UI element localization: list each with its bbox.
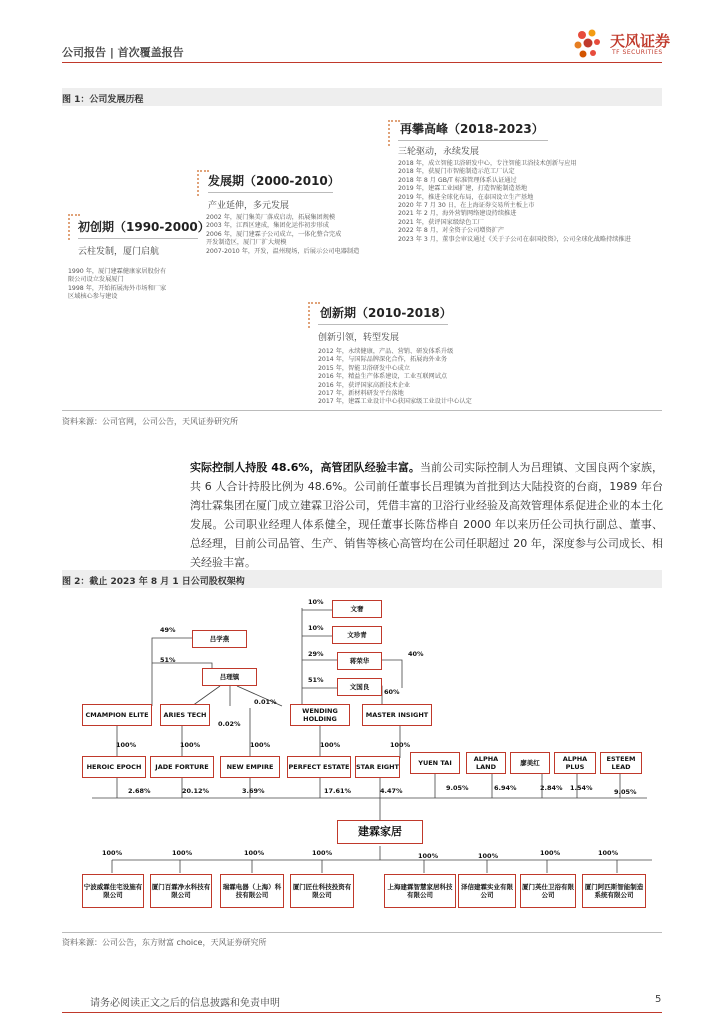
event: 2017 年，建霖工业设计中心获国家级工业设计中心认定 [318, 398, 472, 406]
body-lead: 实际控制人持股 48.6%，高管团队经验丰富。 [190, 461, 420, 474]
subsidiary: 宁波威霖住宅设施有限公司 [82, 874, 144, 908]
subsidiary: 厦门匠仕科技投资有限公司 [290, 874, 354, 908]
brand-name-en: TF SECURITIES [612, 49, 663, 56]
figure2-source: 资料来源：公司公告，东方财富 choice，天风证券研究所 [62, 938, 267, 947]
event: 2007-2010 年，开发，温州现场，后展示公司电器制造 [206, 247, 360, 255]
direct-shareholder: NEW EMPIRE [220, 756, 280, 778]
shareholder-person: 文国良 [337, 678, 382, 696]
phase2-events [206, 214, 366, 256]
event: 1990 年，厦门建霖健康家居股份有 [68, 268, 167, 275]
event: 2012 年，永续健康，产品、营销、研发体系升级 [318, 348, 454, 355]
figure2-title: 图 2：截止 2023 年 8 月 1 日公司股权架构 [62, 577, 245, 587]
phase3-bracket [388, 120, 400, 146]
phase3-subtitle: 三轮驱动，永续发展 [398, 147, 480, 157]
event: 区域核心参与建设 [68, 293, 118, 301]
page-number: 5 [655, 994, 662, 1005]
figure1-title: 图 1：公司发展历程 [62, 95, 144, 105]
pct-label: 100% [102, 849, 123, 857]
pct-label: 10% [308, 624, 324, 632]
event: 2023 年 3 月，董事会审议通过《关于子公司在泰国投资》，公司全球化战略持续推进 [398, 235, 631, 243]
event: 2002 年，厦门集美厂落成启动，拓展集团规模 [206, 214, 336, 221]
shareholder-person: 吕理镇 [202, 668, 257, 686]
event: 2020 年 7 月 30 日，在上海证券交易所主板上市 [398, 202, 535, 210]
holding-company: CMAMPION ELITE [82, 704, 152, 726]
event: 2018 年，成立智能卫浴研发中心，专注智能卫浴技术创新与应用 [398, 160, 577, 167]
event: 2018 年 8 月 GB/T 标准管理体系认证通过 [398, 176, 517, 184]
phase4-subtitle: 创新引领，转型发展 [318, 333, 400, 343]
direct-shareholder: ESTEEM LEAD [600, 752, 642, 774]
subsidiary: 上海建霖智慧家居科技有限公司 [384, 874, 456, 908]
pct-label: 0.01% [254, 698, 277, 706]
shareholder-person: 文珍青 [332, 626, 382, 644]
phase4-title: 创新期（2010-2018） [320, 306, 452, 320]
event: 2003 年，江西区建成，集团化运作初步形成 [206, 222, 329, 230]
holding-company: MASTER INSIGHT [362, 704, 432, 726]
pct-label: 20.12% [182, 787, 210, 795]
pct-label: 4.47% [380, 787, 403, 795]
subsidiary: 厦门阿匹斯智能制造系统有限公司 [582, 874, 646, 908]
shareholder-person: 蒋荣华 [337, 652, 382, 670]
subsidiary: 厦门百霖净水科技有限公司 [150, 874, 212, 908]
subsidiary: 泽信建霖实业有限公司 [458, 874, 516, 908]
subsidiary: 厦门英仕卫浴有限公司 [520, 874, 576, 908]
pct-label: 6.94% [494, 784, 517, 792]
phase1-subtitle: 云柱发制，厦门启航 [78, 247, 160, 257]
ownership-chart [62, 598, 662, 928]
phase2-subtitle: 产业延伸，多元发展 [208, 201, 290, 211]
pct-label: 100% [244, 849, 265, 857]
event: 限公司设立发展厦门 [68, 276, 124, 284]
direct-shareholder: ALPHA PLUS [554, 752, 596, 774]
phase1-title: 初创期（1990-2000） [78, 220, 210, 234]
footer-disclaimer: 请务必阅读正文之后的信息披露和免责申明 [90, 998, 280, 1009]
event: 2022 年 8 月，对全资子公司增资扩产 [398, 227, 505, 235]
event: 2019 年，推进全球化布局，在泰国设立生产基地 [398, 193, 534, 201]
event: 2017 年，新材料研发平台落地 [318, 390, 404, 398]
pct-label: 100% [418, 852, 439, 860]
body-text: 当前公司实际控制人为吕理镇、文国良两个家族，共 6 人合计持股比例为 48.6%。公司前任董事长吕理镇为首批到达大陆投资的台商，1989 年台湾壮霖集团在厦门成立建霖卫浴公司，凭借丰富的卫浴行业经验及高效管理体系促进企业的本土化发展。公司职业经理人体系健全，现任董事长陈岱桦自 2000 年以来历任公司执行副总、董事、总经理，目前公司品管、生产、销售等核心高管均在公司任职超过 20 年，深度参与公司成长、相关经验丰富。 [190, 461, 664, 569]
brand-name: 天风证券 [610, 32, 671, 50]
footer-divider [62, 1012, 662, 1013]
pct-label: 40% [408, 650, 424, 658]
figure2-bottom-rule [62, 932, 662, 933]
phase3-divider [398, 140, 548, 141]
shareholder-person: 吕学燕 [192, 630, 247, 648]
phase1-events [68, 268, 208, 302]
direct-shareholder: JADE FORTURE [150, 756, 214, 778]
phase4-events [318, 348, 648, 407]
pct-label: 100% [180, 741, 201, 749]
event: 2021 年 2 月，海外营销网络建设持续推进 [398, 210, 517, 218]
event: 2014 年，与国际品牌深化合作，拓展海外业务 [318, 356, 448, 364]
pct-label: 0.02% [218, 720, 241, 728]
pct-label: 1.54% [570, 784, 593, 792]
pct-label: 29% [308, 650, 324, 658]
phase3-events [398, 160, 660, 244]
pct-label: 60% [384, 688, 400, 696]
pct-label: 100% [320, 741, 341, 749]
company-box: 建霖家居 [337, 820, 423, 844]
phase1-divider [78, 238, 198, 239]
event: 2018 年，获厦门市智能制造示范工厂认定 [398, 168, 515, 176]
pct-label: 9.05% [614, 788, 637, 796]
direct-shareholder: 廖美红 [510, 752, 550, 774]
direct-shareholder: PERFECT ESTATE [287, 756, 351, 778]
event: 2015 年，智能卫浴研发中心成立 [318, 364, 410, 372]
report-header-label: 公司报告 | 首次覆盖报告 [62, 46, 184, 59]
pct-label: 3.69% [242, 787, 265, 795]
pct-label: 10% [308, 598, 324, 606]
figure1-source: 资料来源：公司官网，公司公告，天风证券研究所 [62, 417, 238, 426]
pct-label: 9.05% [446, 784, 469, 792]
pct-label: 17.61% [324, 787, 352, 795]
figure1-bottom-rule [62, 410, 662, 411]
event: 开发制造区，厦门厂扩大规模 [206, 239, 287, 247]
holding-company: ARIES TECH [160, 704, 210, 726]
pct-label: 49% [160, 626, 176, 634]
holding-company: WENDING HOLDING [290, 704, 350, 726]
pct-label: 100% [250, 741, 271, 749]
pct-label: 100% [598, 849, 619, 857]
pct-label: 100% [312, 849, 333, 857]
body-paragraph [190, 458, 663, 572]
shareholder-person: 文奢 [332, 600, 382, 618]
pct-label: 100% [540, 849, 561, 857]
pct-label: 100% [172, 849, 193, 857]
event: 1998 年，开始拓展海外市场和厂家 [68, 284, 167, 292]
event: 2016 年，获评国家高新技术企业 [318, 381, 410, 389]
event: 2016 年，精益生产体系建设，工业互联网试点 [318, 373, 448, 381]
phase4-divider [318, 324, 448, 325]
phase2-title: 发展期（2000-2010） [208, 174, 340, 188]
direct-shareholder: STAR EIGHT [355, 756, 400, 778]
pct-label: 100% [478, 852, 499, 860]
phase2-divider [208, 192, 333, 193]
pct-label: 51% [160, 656, 176, 664]
pct-label: 100% [390, 741, 411, 749]
pct-label: 2.84% [540, 784, 563, 792]
figure1-title-bar [62, 88, 662, 106]
direct-shareholder: YUEN TAI [410, 752, 460, 774]
subsidiary: 瑞霖电器（上海）科技有限公司 [220, 874, 284, 908]
direct-shareholder: ALPHA LAND [466, 752, 506, 774]
pct-label: 51% [308, 676, 324, 684]
timeline [62, 110, 662, 410]
tf-logo-icon [568, 25, 608, 65]
event: 2006 年，厦门建霖子公司成立，一体化整合完成 [206, 230, 342, 238]
pct-label: 2.68% [128, 787, 151, 795]
header-divider [62, 62, 662, 63]
pct-label: 100% [116, 741, 137, 749]
event: 2021 年，获评国家级绿色工厂 [398, 218, 484, 226]
event: 2019 年，建霖工业园扩建，打造智能制造基地 [398, 185, 528, 193]
direct-shareholder: HEROIC EPOCH [82, 756, 146, 778]
phase3-title: 再攀高峰（2018-2023） [400, 122, 544, 136]
